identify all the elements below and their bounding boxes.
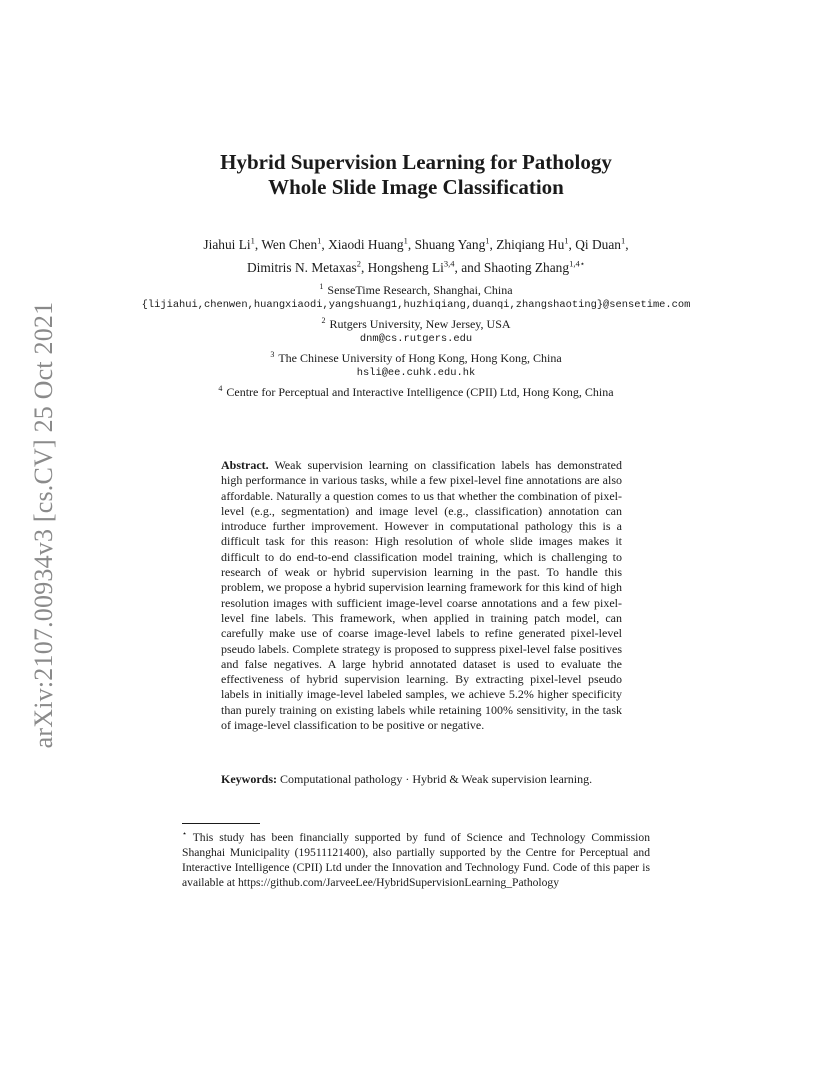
- email-3: hsli@ee.cuhk.edu.hk: [356, 367, 476, 379]
- author: Wen Chen$^1$,: [261, 236, 329, 253]
- paper-title: [120, 150, 712, 200]
- footnote-rule: [182, 823, 260, 824]
- author: Zhiqiang Hu$^1$,: [496, 236, 576, 253]
- author: Dimitris N. Metaxas$^2$,: [246, 258, 368, 275]
- affiliations: [141, 279, 691, 400]
- footnote-text: This study has been financially supported by fund of Science and Technology Commission Shanghai Municipality (19511121400), also partially supported by the Centre for Perceptual and Interactive Intelligence (CPII) Ltd under the Innovation and Technology Fund. Code of this paper is available at https://github.com/JarveeLee/HybridSupervisionLearning_Pathology: [182, 830, 650, 889]
- keywords: [221, 772, 622, 787]
- abstract-text: Weak supervision learning on classification labels has demonstrated high performance in various tasks, while a few pixel-level fine annotations are also affordable. Naturally a question comes to us that whether the combination of pixel-level (e.g., segmentation) and image level (e.g., classification) annotation can introduce further improvement. However in computational pathology this is a difficult task for this reason: High resolution of whole slide images makes it difficult to do end-to-end classification model training, which is challenging to research of weak or hybrid supervision learning in the past. To handle this problem, we propose a hybrid supervision learning framework for this kind of high resolution images with sufficient image-level coarse annotations and a few pixel-level fine labels. This framework, when applied in training patch model, can carefully make use of coarse image-level labels to refine generated pixel-level pseudo labels. Complete strategy is proposed to suppress pixel-level false positives and false negatives. A large hybrid annotated dataset is used to evaluate the effectiveness of hybrid supervision learning. By extracting pixel-level pseudo labels in initially image-level labeled samples, we achieve 5.2% higher specificity than purely training on existing labels while retaining 100% sensitivity, in the task of image-level classification to be positive or negative.: [221, 458, 622, 733]
- footnote: [182, 826, 650, 890]
- author: Xiaodi Huang$^1$,: [328, 236, 415, 253]
- title-line-2: Whole Slide Image Classification: [268, 175, 564, 199]
- arxiv-identifier: arXiv:2107.00934v3 [cs.CV] 25 Oct 2021: [29, 301, 58, 749]
- affiliation-3: $^3$ The Chinese University of Hong Kong, Hong Kong, China: [270, 350, 562, 365]
- affiliation-1: $^1$ SenseTime Research, Shanghai, China: [319, 282, 513, 297]
- author-list: [190, 232, 642, 277]
- author: Shaoting Zhang$^{1,4⋆}$: [483, 258, 586, 275]
- abstract: [221, 458, 622, 733]
- keywords-text: Computational pathology · Hybrid & Weak supervision learning.: [280, 772, 593, 786]
- author: Hongsheng Li$^{3,4}$, and: [367, 258, 484, 275]
- affiliation-4: $^4$ Centre for Perceptual and Interactive Intelligence (CPII) Ltd, Hong Kong, China: [218, 384, 614, 399]
- title-line-1: Hybrid Supervision Learning for Pathology: [220, 150, 612, 174]
- abstract-label: Abstract.: [221, 458, 269, 472]
- keywords-label: Keywords:: [221, 772, 277, 786]
- email-2: dnm@cs.rutgers.edu: [359, 333, 473, 345]
- affiliation-2: $^2$ Rutgers University, New Jersey, USA: [321, 316, 511, 331]
- author: Qi Duan$^1$,: [575, 236, 629, 253]
- footnote-mark: ⋆: [182, 829, 188, 838]
- email-1: {lijiahui,chenwen,huangxiaodi,yangshuang1,huzhiqiang,duanqi,zhangshaoting}@sensetime.com: [141, 299, 691, 311]
- author: Jiahui Li$^1$,: [203, 236, 262, 253]
- author: Shuang Yang$^1$,: [414, 236, 497, 253]
